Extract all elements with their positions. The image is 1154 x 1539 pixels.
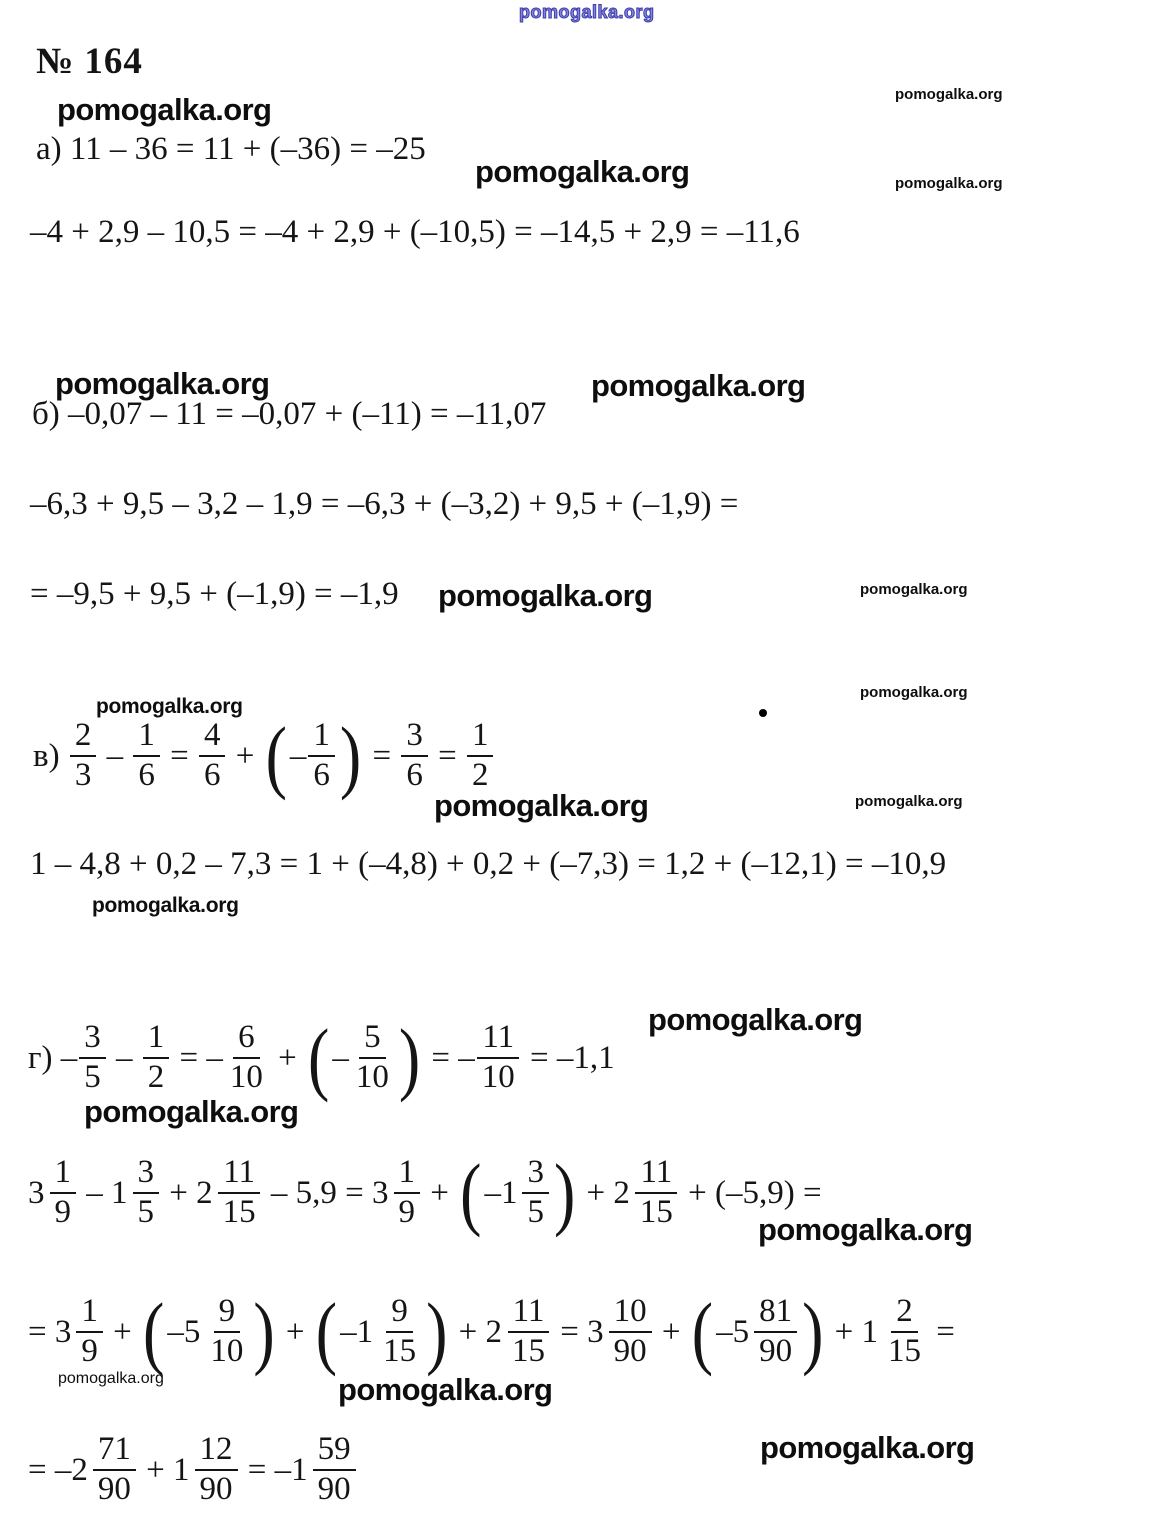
watermark-pomogalka-blue: pomogalka.org [519, 2, 655, 22]
equation-g-line1: г) – 3 5 – $\frac{1}{2}$ = – 6 10 + ( – 5 10 ) = – $\frac{11}{10}$ = –1,1 [28, 1012, 615, 1104]
equation-b-line3: = –9,5 + 9,5 + (–1,9) = –1,9 [30, 576, 399, 612]
equation-g-line4: = – 2 71 90 + 1 12 90 = – 1 59 90 [28, 1420, 358, 1520]
problem-number-heading: № 164 [36, 41, 143, 82]
watermark-pomogalka: pomogalka.org [895, 86, 1003, 103]
watermark-pomogalka: pomogalka.org [648, 1002, 863, 1037]
watermark-pomogalka: pomogalka.org [84, 1094, 299, 1129]
equation-a-line2: –4 + 2,9 – 10,5 = –4 + 2,9 + (–10,5) = –14,5 + 2,9 = –11,6 [30, 214, 800, 250]
watermark-pomogalka: pomogalka.org [760, 1430, 975, 1465]
equation-g-line2: 3 1 9 – 1 3 5 + 2 11 15 – 5,9 = 3 1 9 + ( – 1 3 5 ) + 2 11 15 + (–5,9) = [28, 1147, 822, 1239]
watermark-pomogalka: pomogalka.org [855, 793, 963, 810]
watermark-pomogalka: pomogalka.org [434, 788, 649, 823]
equation-g-line3: = 3 1 9 + ( – 5 9 10 ) + ( – 1 9 15 ) + 2 11 15 = 3 10 90 + ( – 5 81 90 ) + 1 2 15 = [28, 1286, 955, 1378]
watermark-pomogalka: pomogalka.org [758, 1212, 973, 1247]
equation-v-line2: 1 – 4,8 + 0,2 – 7,3 = 1 + (–4,8) + 0,2 + (–7,3) = 1,2 + (–12,1) = –10,9 [30, 846, 947, 882]
watermark-pomogalka: pomogalka.org [895, 175, 1003, 192]
equation-b-line1: б) –0,07 – 11 = –0,07 + (–11) = –11,07 [32, 396, 547, 432]
stray-dot [759, 709, 767, 717]
watermark-pomogalka: pomogalka.org [338, 1372, 553, 1407]
watermark-pomogalka: pomogalka.org [475, 154, 690, 189]
watermark-pomogalka: pomogalka.org [92, 894, 239, 917]
watermark-pomogalka: pomogalka.org [860, 684, 968, 701]
watermark-pomogalka: pomogalka.org [860, 581, 968, 598]
watermark-pomogalka: pomogalka.org [438, 578, 653, 613]
watermark-pomogalka: pomogalka.org [58, 1370, 164, 1387]
watermark-pomogalka: pomogalka.org [591, 368, 806, 403]
watermark-pomogalka: pomogalka.org [96, 695, 243, 718]
equation-b-line2: –6,3 + 9,5 – 3,2 – 1,9 = –6,3 + (–3,2) + 9,5 + (–1,9) = [30, 486, 739, 522]
equation-v-line1: в) 2 3 – $\frac{1}{6}$ = $\frac{4}{6}$ + ( – 1 6 ) = $\frac{3}{6}$ = $\frac{1}{2}$ [33, 706, 495, 806]
watermark-pomogalka: pomogalka.org [57, 92, 272, 127]
equation-a-line1: а) 11 – 36 = 11 + (–36) = –25 [36, 131, 426, 167]
watermark-pomogalka: pomogalka.org [55, 366, 270, 401]
